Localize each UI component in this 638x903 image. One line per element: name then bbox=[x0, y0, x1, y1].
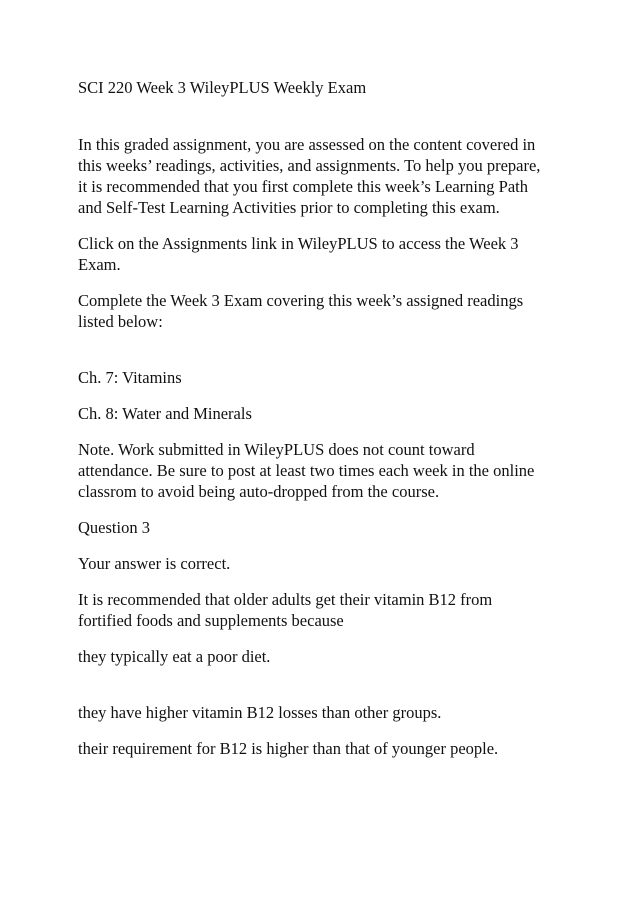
question-label: Question 3 bbox=[78, 518, 150, 537]
note-paragraph: Note. Work submitted in WileyPLUS does not count toward attendance. Be sure to post at least two times each week in the online classrom to avoid being auto-dropped from the course. bbox=[78, 440, 535, 501]
chapter-item: Ch. 8: Water and Minerals bbox=[78, 404, 252, 423]
chapter-item: Ch. 7: Vitamins bbox=[78, 368, 182, 387]
complete-instruction: Complete the Week 3 Exam covering this week’s assigned readings listed below: bbox=[78, 291, 524, 331]
answer-status: Your answer is correct. bbox=[78, 554, 231, 573]
intro-paragraph: In this graded assignment, you are assessed on the content covered in this weeks’ readings, activities, and assignments. To help you prepare, it is recommended that you first complete this week’s Learning Path and Self-Test Learning Activities prior to completing this exam. bbox=[78, 135, 541, 217]
question-text: It is recommended that older adults get their vitamin B12 from fortified foods and supplements because bbox=[78, 590, 493, 630]
document-title: SCI 220 Week 3 WileyPLUS Weekly Exam bbox=[78, 78, 367, 97]
assignments-instruction: Click on the Assignments link in WileyPLUS to access the Week 3 Exam. bbox=[78, 234, 519, 274]
answer-option: they typically eat a poor diet. bbox=[78, 647, 271, 666]
answer-option: they have higher vitamin B12 losses than other groups. bbox=[78, 703, 442, 722]
answer-option: their requirement for B12 is higher than that of younger people. bbox=[78, 739, 499, 758]
